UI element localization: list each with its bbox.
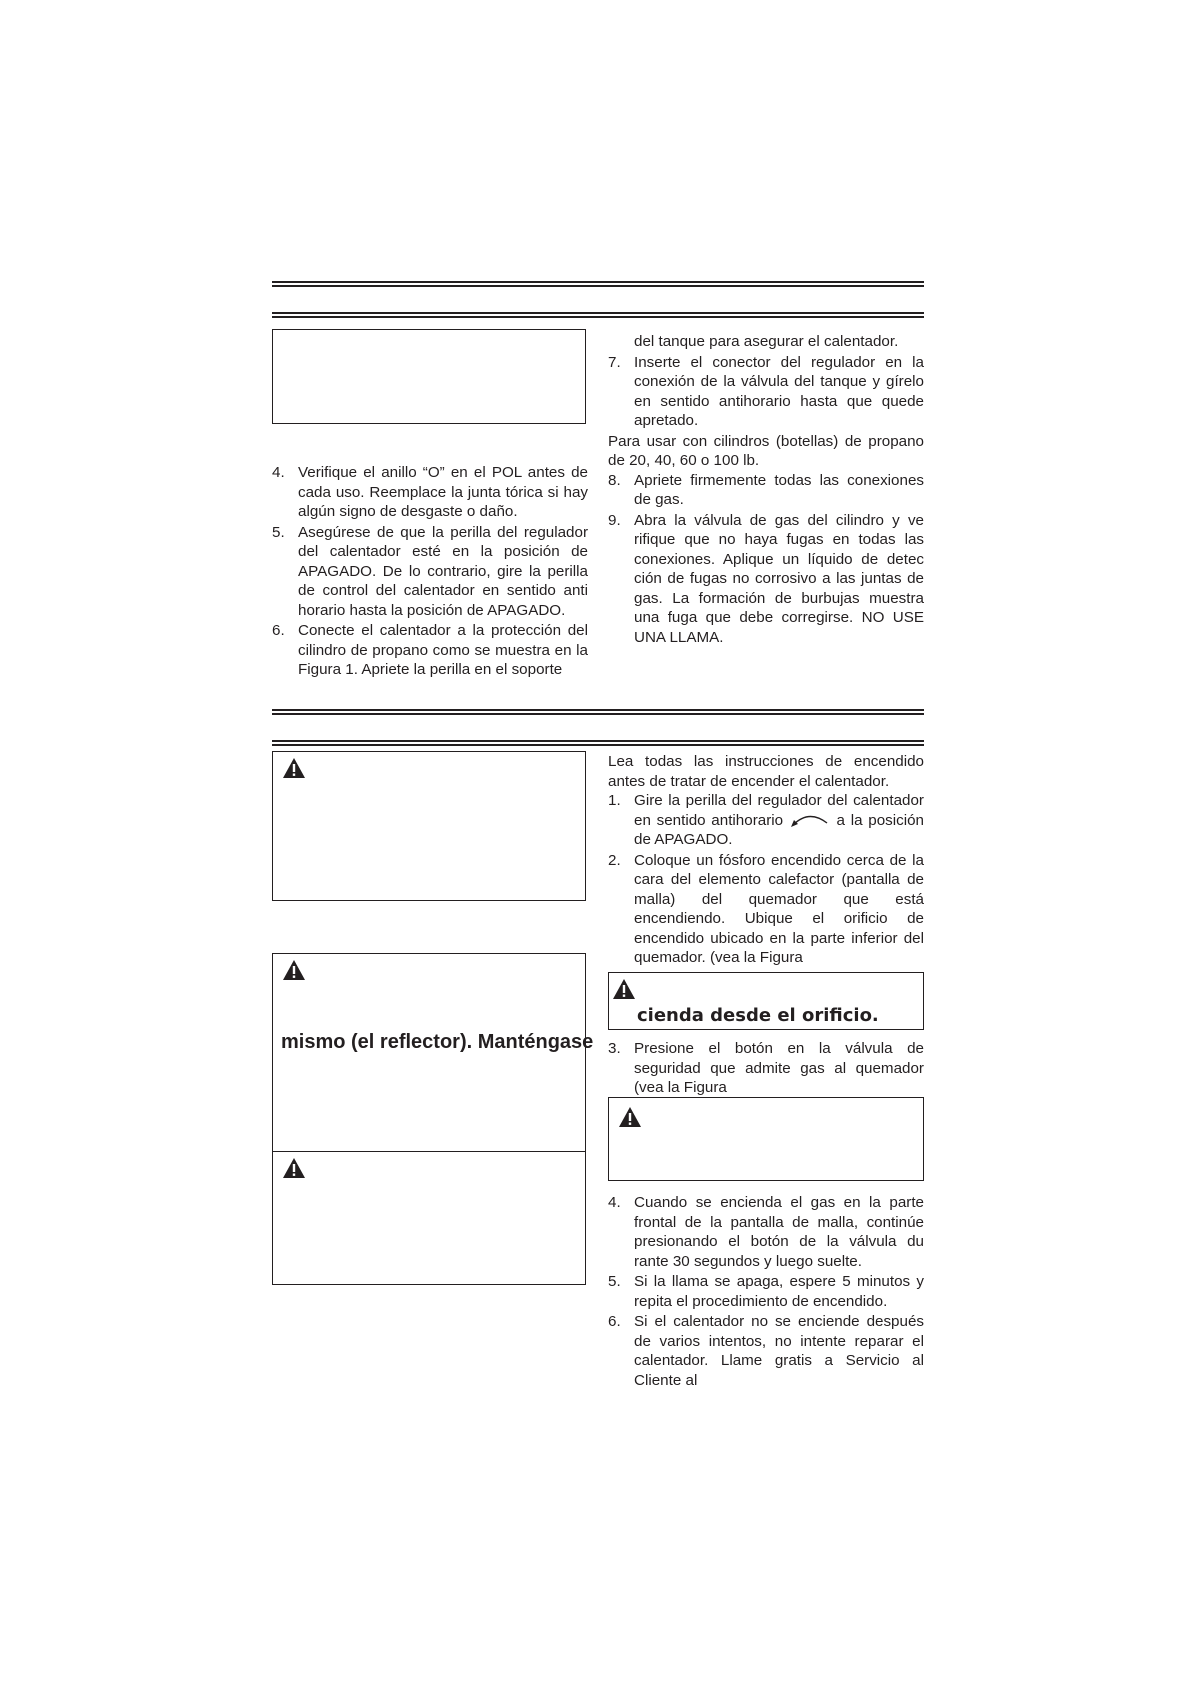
warning-text-orifice: cienda desde el orificio. [637,1005,879,1026]
bottom-right-column-upper [608,752,924,969]
warning-triangle-icon [612,978,636,1000]
empty-notice-box-top [272,329,586,424]
section-rule-bottom-2 [272,740,924,746]
lighting-step-1: 1. Gire la perilla del regulador del calentador en sentido antihorario a la posición de APAGADO. [608,792,924,848]
section-rule-top-1 [272,281,924,287]
lighting-step-4: 4. Cuando se encienda el gas en la parte frontal de la pantalla de malla, continúe presionando el botón de la válvula du rante 30 segundos y luego suelte. [608,1194,924,1270]
top-right-column [608,332,924,648]
list-item-6: 6. Conecte el calentador a la protección del cilindro de propano como se muestra en la Figura 1. Apriete la perilla en el soporte [272,622,588,678]
lighting-step-5: 5. Si la llama se apaga, espere 5 minutos y repita el procedimiento de encendido. [608,1273,924,1310]
counterclockwise-arc-icon [789,811,831,829]
lighting-step-3: 3. Presione el botón en la válvula de seguridad que admite gas al quemador (vea la Figura [608,1040,924,1096]
warning-triangle-icon [282,959,306,981]
warning-triangle-icon [618,1106,642,1128]
warning-box-4 [608,1097,924,1181]
propane-paragraph: Para usar con cilindros (botellas) de propano de 20, 40, 60 o 100 lb. [608,432,924,469]
warning-box-1 [272,751,586,901]
section-rule-bottom-1 [272,709,924,715]
lighting-step-6: 6. Si el calentador no se enciende después de varios intentos, no intente reparar el calentador. Llame gratis a Servicio al Cliente al [608,1313,924,1389]
warning-box-3 [272,1151,586,1285]
warning-box-orifice [608,972,924,1030]
lighting-step-2: 2. Coloque un fósforo encendido cerca de la cara del elemento calefactor (pantalla de malla) del quemador que está encendiendo. Ubique el orificio de encendido ubicado en la parte inferior del quemador. (vea la Figura [608,851,924,966]
lighting-intro: Lea todas las instrucciones de encendido antes de tratar de encender el calentador. [608,753,924,790]
top-left-column [272,463,588,681]
list-item-5: 5. Asegúrese de que la perilla del regulador del calentador esté en la posición de APAGADO. De lo contrario, gire la perilla de control del calentador en sentido anti horario hasta la posición de APAGADO. [272,523,588,619]
bottom-right-column-lower [608,1193,924,1391]
list-item-9: 9. Abra la válvula de gas del cilindro y ve rifique que no haya fugas en todas las conexiones. Aplique un líquido de detec ción de fugas no corrosivo a las juntas de gas. La formación de burbujas muestra una fuga que debe corregirse. NO USE UNA LLAMA. [608,511,924,646]
continuation-line: del tanque para asegurar el calentador. [634,333,899,350]
warning-box-2 [272,953,594,1152]
warning-triangle-icon [282,1157,306,1179]
list-item-7: 7. Inserte el conector del regulador en la conexión de la válvula del tanque y gírelo en sentido antihorario hasta que quede apretado. [608,353,924,429]
warning-triangle-icon [282,757,306,779]
warning-text-reflector: mismo (el reflector). Manténgase [281,1031,594,1053]
bottom-right-column-step3 [608,1039,924,1099]
list-item-8: 8. Apriete firmemente todas las conexiones de gas. [608,471,924,508]
list-item-4: 4. Verifique el anillo “O” en el POL antes de cada uso. Reemplace la junta tórica si hay algún signo de desgaste o daño. [272,464,588,520]
section-rule-top-2 [272,312,924,318]
